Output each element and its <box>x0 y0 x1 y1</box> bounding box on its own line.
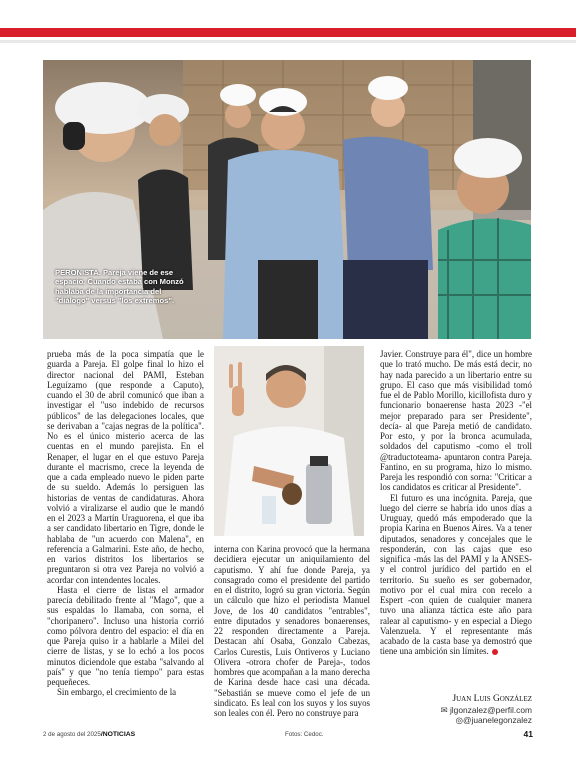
article-column-1 <box>47 349 204 698</box>
author-handle-row <box>380 715 532 726</box>
paragraph: Sin embargo, el crecimiento de la <box>57 687 177 698</box>
author-email[interactable]: jlgonzalez@perfil.com <box>449 704 532 715</box>
social-icon: ◎ <box>455 715 463 725</box>
author-email-row <box>380 705 532 716</box>
author-name: Juan Luis González <box>452 694 532 704</box>
article-column-3 <box>380 349 532 657</box>
footer-date <box>43 731 135 738</box>
author-handle[interactable]: @juanelegonzalez <box>462 715 532 725</box>
article-column-2 <box>214 544 370 718</box>
secondary-photo <box>214 346 364 536</box>
top-accent-bar <box>0 28 576 37</box>
date-text: 2 de agosto del 2025 <box>43 731 101 738</box>
caption-text: Pareja viene de ese espacio. Cuando estaba con Monzó hablaba de la importancia del "diálogo" versus "los extremos". <box>55 268 184 306</box>
photo-credit: Fotos: Cedoc. <box>285 731 324 738</box>
end-mark-icon <box>492 649 498 655</box>
paragraph: El futuro es una incógnita. Pareja, que luego del cierre se habría ido unos días a Uruguay, quedó más empoderado que la propia Karina en Buenos Aires. Va a tener diputados, senadores y concejales que le responderán, con las cajas que eso significa -más las del PAMI y la ANSES- y el control jurídico del partido en el territorio. Su sueño es ser gobernador, motivo por el cual mira con recelo a Espert -con quien de cualquier manera tuvo una alianza táctica este año para ralear al caputismo- y en especial a Diego Valenzuela. Y el representante más acabado de la casta base ya demostró que tiene una ambición sin límites. <box>380 492 532 657</box>
paragraph: prueba más de la poca simpatía que le guarda a Pareja. El golpe final lo hizo el director nacional del PAMI, Esteban Leguízamo (que responde a Caputo), cuando el 30 de abril comunicó que iban a investigar el "uso indebido de recursos públicos" de las delegaciones locales, que se derivaban a "cajas negras de la política". No es el único misterio acerca de las cuentas en el mundo parejista. En el Renaper, el lugar en el que estuvo Pareja durante el macrismo, crece la leyenda de que a cada empleado nuevo le piden parte de su sueldo. Además lo persiguen las historias de ventas de candidaturas. Ahora volvió a viralizarse el audio que le mandó en el 2023 a Martín Uraguorena, el que iba a ser candidato libertario en Tigre, donde le hablaba de "un acuerdo con Malena", en referencia a Galmarini. Este año, de hecho, en varios distritos los libertarios se preguntaron si otra vez Pareja no volvió a acordar con intendentes locales. <box>47 349 204 585</box>
photo-caption <box>55 268 195 306</box>
magazine-name: /NOTICIAS <box>100 731 136 738</box>
caption-keyword: PERONISTA. <box>55 268 101 277</box>
page-footer <box>43 731 533 743</box>
top-divider <box>0 40 576 43</box>
byline <box>380 694 532 726</box>
mail-icon: ✉ <box>440 704 448 715</box>
paragraph: Javier. Construye para él", dice un hombre que lo trató mucho. De más está decir, no hay nada parecido a un libertario entre su grupo. El caso que más visibilidad tomó fue el de Pablo Morillo, kicillofista duro y funcionario bonaerense hasta 2023 -"el mejor preparado para ser Presidente", decía- al que Pareja metió de candidato. Por esto, y por la bronca acumulada, soldados del caputismo -como el troll @traductoteama- apuntaron contra Pareja. Fantino, en su programa, hizo lo mismo. Pareja les respondió con sorna: "Criticar a los candidatos es criticar al Presidente". <box>380 349 532 493</box>
page-number: 41 <box>523 729 533 739</box>
paragraph: Hasta el cierre de listas el armador parecía debilitado frente al "Mago", que a sus espaldas lo llamaba, con sorna, el "choripanero". Incluso una historia corrió como pólvora dentro del espacio: el día en que Pareja quiso ir a hablarle a Milei del cierre de listas, y se lo echó a los pocos minutos diciendole que estaba "salvando al país" y que "no tenía tiempo" para estas pequeñeces. <box>47 584 204 687</box>
paragraph: interna con Karina provocó que la hermana decidiera ejecutar un aniquilamiento del caputismo. Y ahí fue donde Pareja, ya consagrado como el presidente del partido en el distrito, logró su gran victoria. Según un cálculo que hizo el periodista Manuel Jove, de los 40 candidatos "entrables", entre diputados y senadores bonaerenses, 22 responden directamente a Pareja. Destacan ahí Osaba, Gonzalo Cabezas, Carlos Curestis, Luis Ontiveros y Luciano Olivera -otrora chofer de Pareja-, todos hombres que acompañan a la mano derecha de Karina desde hace casi una década. "Sebastián se mueve como el jefe de un sindicato. Es leal con los suyos y los suyos son leales con él. Pero no construye para <box>214 544 370 718</box>
secondary-photo-illustration <box>214 346 364 536</box>
